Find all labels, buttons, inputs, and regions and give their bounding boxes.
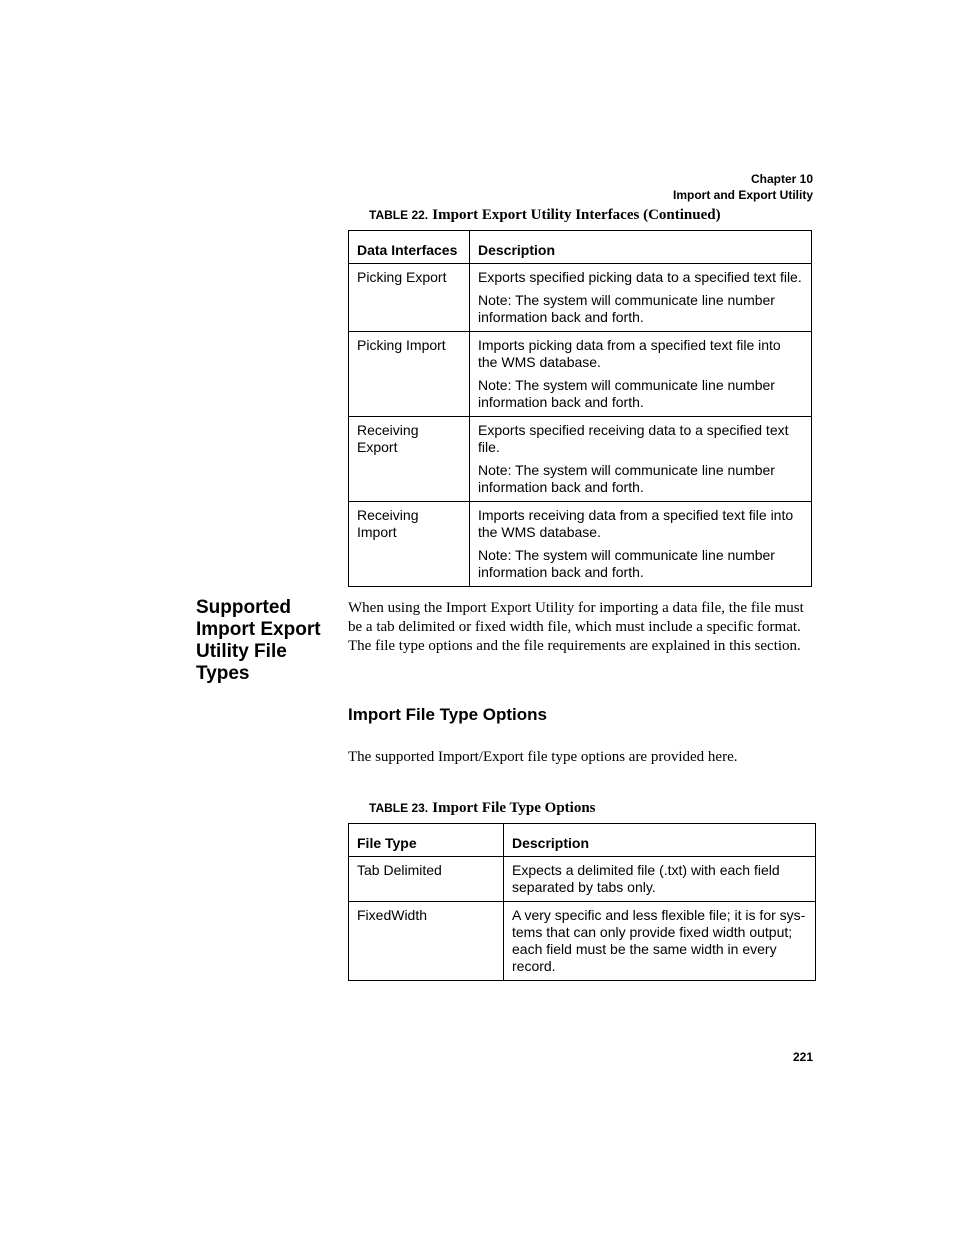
file-type-name: FixedWidth (349, 902, 504, 981)
description-text: Exports specified picking data to a specified text file. (478, 269, 802, 285)
interface-description (470, 332, 812, 417)
table-row (349, 857, 816, 902)
table22-label: TABLE 22. (369, 208, 429, 222)
table22 (348, 230, 812, 587)
subsection-text: The supported Import/Export file type options are provided here. (348, 749, 738, 765)
column-header: Description (470, 231, 812, 264)
table23 (348, 823, 816, 981)
file-type-name: Tab Delimited (349, 857, 504, 902)
table22-caption (369, 206, 721, 224)
description-note: Note: The system will communicate line number information back and forth. (478, 292, 775, 325)
column-header: Data Interfaces (349, 231, 470, 264)
description-text: Imports picking data from a specified text file into the WMS database. (478, 337, 781, 370)
table22-title: Import Export Utility Interfaces (Continued) (432, 207, 721, 223)
page-number: 221 (792, 1050, 813, 1064)
file-type-description: Expects a delimited file (.txt) with each field separated by tabs only. (504, 857, 816, 902)
description-note: Note: The system will communicate line number information back and forth. (478, 547, 775, 580)
interface-name: Receiving Import (349, 502, 470, 587)
table23-caption (369, 799, 596, 817)
chapter-number: Chapter 10 (750, 172, 813, 186)
subsection-heading: Import File Type Options (348, 705, 547, 724)
description-text: Imports receiving data from a specified text file into the WMS database. (478, 507, 794, 540)
table-row (349, 902, 816, 981)
description-note: Note: The system will communicate line number information back and forth. (478, 462, 775, 495)
interface-description (470, 417, 812, 502)
table23-label: TABLE 23. (369, 801, 429, 815)
table-row (349, 417, 812, 502)
table23-header-row (349, 824, 816, 857)
column-header: Description (504, 824, 816, 857)
interface-description (470, 264, 812, 332)
table-row (349, 332, 812, 417)
file-type-description: A very specific and less flexible file; it is for sys-tems that can only provide fixed width output; each field must be the same width in every record. (504, 902, 816, 981)
section-intro: When using the Import Export Utility for importing a data file, the file must be a tab delimited or fixed width file, which must include a specific format. The file type options and the file requirements are explained in this section. (348, 600, 804, 654)
table-row (349, 502, 812, 587)
running-header (673, 171, 813, 203)
interface-name: Picking Import (349, 332, 470, 417)
chapter-title: Import and Export Utility (672, 188, 813, 202)
interface-description (470, 502, 812, 587)
table23-title: Import File Type Options (432, 800, 596, 816)
table22-header-row (349, 231, 812, 264)
column-header: File Type (349, 824, 504, 857)
description-note: Note: The system will communicate line number information back and forth. (478, 377, 775, 410)
interface-name: Picking Export (349, 264, 470, 332)
table-row (349, 264, 812, 332)
description-text: Exports specified receiving data to a specified text file. (478, 422, 789, 455)
section-heading: Supported Import Export Utility File Types (196, 597, 321, 684)
interface-name: Receiving Export (349, 417, 470, 502)
